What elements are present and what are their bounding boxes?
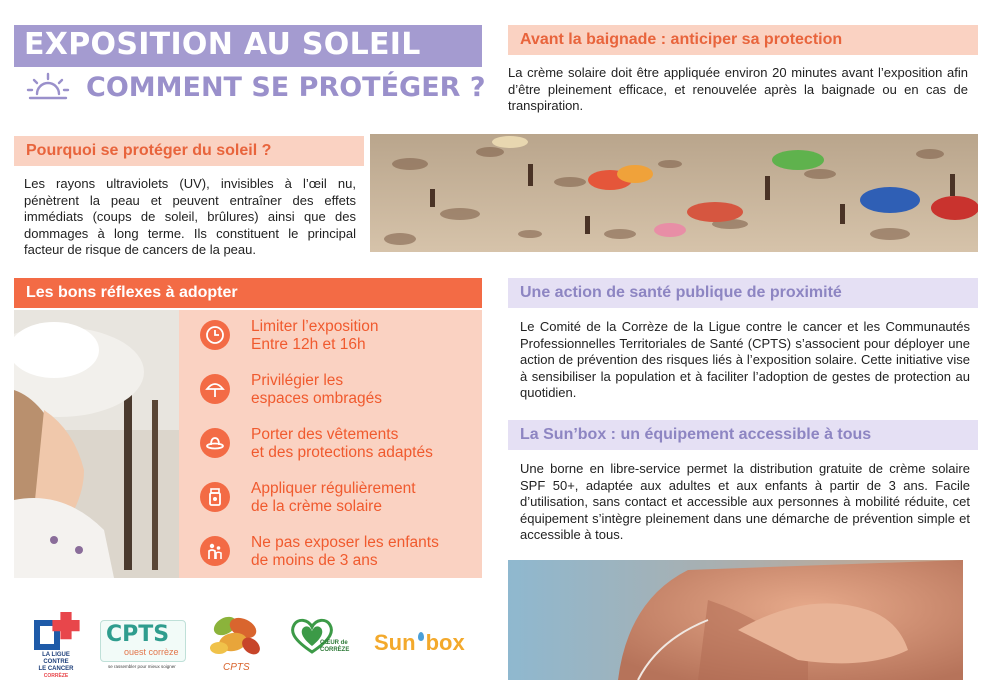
- reflex-line2: espaces ombragés: [251, 390, 382, 407]
- reflex-line1: Limiter l’exposition: [251, 318, 379, 335]
- sunscreen-skin-photo: [508, 560, 963, 680]
- cpts-name: CPTS: [106, 622, 170, 647]
- droplet-icon: [418, 632, 424, 641]
- sunbox-part1: Sun: [374, 630, 416, 655]
- ligue-line4: CORRÈZE: [43, 673, 69, 679]
- pourquoi-text: Les rayons ultraviolets (UV), invisibles à l’œil nu, pénètrent la peau et peuvent entraîner des effets immédiats (coups de soleil, brûlures) ainsi que des dommages à long terme. Ils constituent le principal facteur de risque de cancers de la peau.: [24, 176, 356, 257]
- baignade-heading: Avant la baignade : anticiper sa protection: [508, 25, 978, 55]
- reflex-line1: Porter des vêtements: [251, 426, 399, 443]
- ligue-line1: LA LIGUE: [42, 652, 70, 658]
- ligue-line3: LE CANCER: [38, 666, 74, 672]
- beach-photo: [370, 134, 978, 252]
- reflexes-heading: Les bons réflexes à adopter: [14, 278, 482, 308]
- reflex-line2: Entre 12h et 16h: [251, 336, 366, 353]
- cpts-tagline: se rassembler pour mieux soigner: [108, 664, 176, 669]
- coeur-de-correze-logo: [290, 618, 356, 668]
- cpts-ouest-correze-logo: [100, 620, 186, 668]
- page-subtitle: COMMENT SE PROTÉGER ?: [86, 72, 486, 103]
- page-title: EXPOSITION AU SOLEIL: [24, 27, 421, 62]
- reflex-line1: Ne pas exposer les enfants: [251, 534, 439, 551]
- cpts2-name: CPTS: [223, 662, 250, 673]
- clock-icon: [200, 320, 230, 350]
- ligue-contre-le-cancer-logo: [30, 612, 82, 686]
- ligue-line2: CONTRE: [43, 659, 69, 665]
- cpts-leaf-logo: [205, 606, 269, 682]
- reflex-line2: de moins de 3 ans: [251, 552, 378, 569]
- reflex-line2: et des protections adaptés: [251, 444, 433, 461]
- reflex-line1: Privilégier les: [251, 372, 344, 389]
- coeur-line1: CŒUR de: [320, 640, 348, 646]
- hat-icon: [200, 428, 230, 458]
- sunrise-icon: [26, 72, 70, 104]
- sunbox-text: Une borne en libre-service permet la distribution gratuite de crème solaire SPF 50+, adaptée aux adultes et aux enfants à partir de 3 ans. Facile d’utilisation, sans contact et accessible aux personnes à mobilité réduite, cet équipement s’intègre pleinement dans une démarche de prévention simple et accessible à tous.: [520, 461, 970, 542]
- sunbox-logo: [374, 630, 474, 660]
- children-icon: [200, 536, 230, 566]
- parasol-icon: [200, 374, 230, 404]
- pourquoi-heading: Pourquoi se protéger du soleil ?: [14, 136, 364, 166]
- action-text: Le Comité de la Corrèze de la Ligue contre le cancer et les Communautés Professionnelles Territoriales de Santé (CPTS) s’associent pour déployer une action de prévention des risques liés à l’exposition solaire. Cette initiative vise à sensibiliser la population et à faciliter l’adoption de gestes de protection au quotidien.: [520, 319, 970, 400]
- reflex-line2: de la crème solaire: [251, 498, 382, 515]
- coeur-line2: CORRÈZE: [320, 647, 350, 653]
- sunscreen-icon: [200, 482, 230, 512]
- sunbox-part2: box: [425, 630, 465, 655]
- action-heading: Une action de santé publique de proximité: [508, 278, 978, 308]
- sunbox-heading: La Sun’box : un équipement accessible à tous: [508, 420, 978, 450]
- cpts-region: ouest corrèze: [124, 647, 179, 657]
- reflex-line1: Appliquer régulièrement: [251, 480, 416, 497]
- baignade-text: La crème solaire doit être appliquée environ 20 minutes avant l’exposition afin d’être pleinement efficace, et renouvelée après la baignade ou en cas de transpiration.: [508, 65, 968, 113]
- child-hat-photo: [14, 310, 179, 578]
